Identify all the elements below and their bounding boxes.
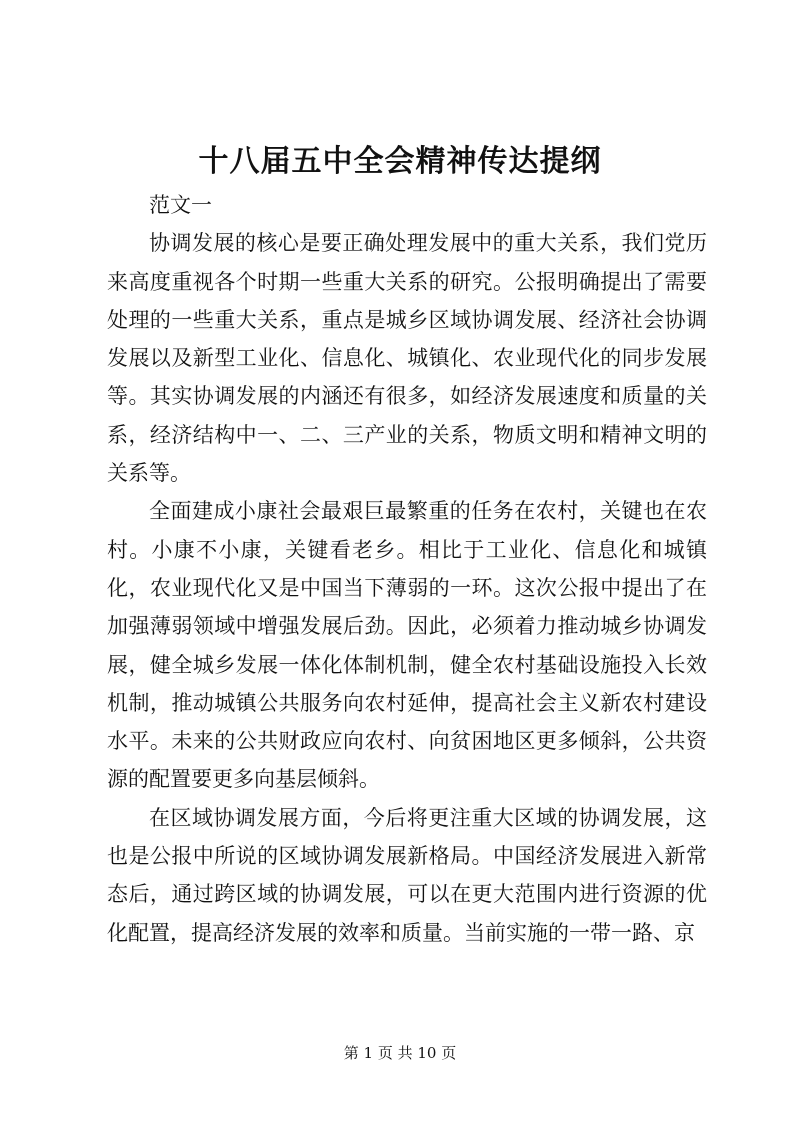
page-footer: 第 1 页 共 10 页: [343, 1044, 457, 1062]
paragraph-2: 全面建成小康社会最艰巨最繁重的任务在农村，关键也在农村。小康不小康，关键看老乡。相比于工业化、信息化和城镇化，农业现代化又是中国当下薄弱的一环。这次公报中提出了在加强薄弱领域中增强发展后劲。因此，必须着力推动城乡协调发展，健全城乡发展一体化体制机制，健全农村基础设施投入长效机制，推动城镇公共服务向农村延伸，提高社会主义新农村建设水平。未来的公共财政应向农村、向贫困地区更多倾斜，公共资源的配置要更多向基层倾斜。: [107, 499, 707, 792]
paragraph-1: 协调发展的核心是要正确处理发展中的重大关系，我们党历来高度重视各个时期一些重大关系的研究。公报明确提出了需要处理的一些重大关系，重点是城乡区域协调发展、经济社会协调发展以及新型工业化、信息化、城镇化、农业现代化的同步发展等。其实协调发展的内涵还有很多，如经济发展速度和质量的关系，经济结构中一、二、三产业的关系，物质文明和精神文明的关系等。: [107, 231, 707, 486]
document-title: 十八届五中全会精神传达提纲: [198, 144, 602, 179]
document-body: [107, 186, 707, 952]
subtitle: 范文一: [149, 193, 212, 217]
paragraph-3: 在区域协调发展方面，今后将更注重大区域的协调发展，这也是公报中所说的区域协调发展新格局。中国经济发展进入新常态后，通过跨区域的协调发展，可以在更大范围内进行资源的优化配置，提高经济发展的效率和质量。当前实施的一带一路、京: [107, 805, 707, 945]
